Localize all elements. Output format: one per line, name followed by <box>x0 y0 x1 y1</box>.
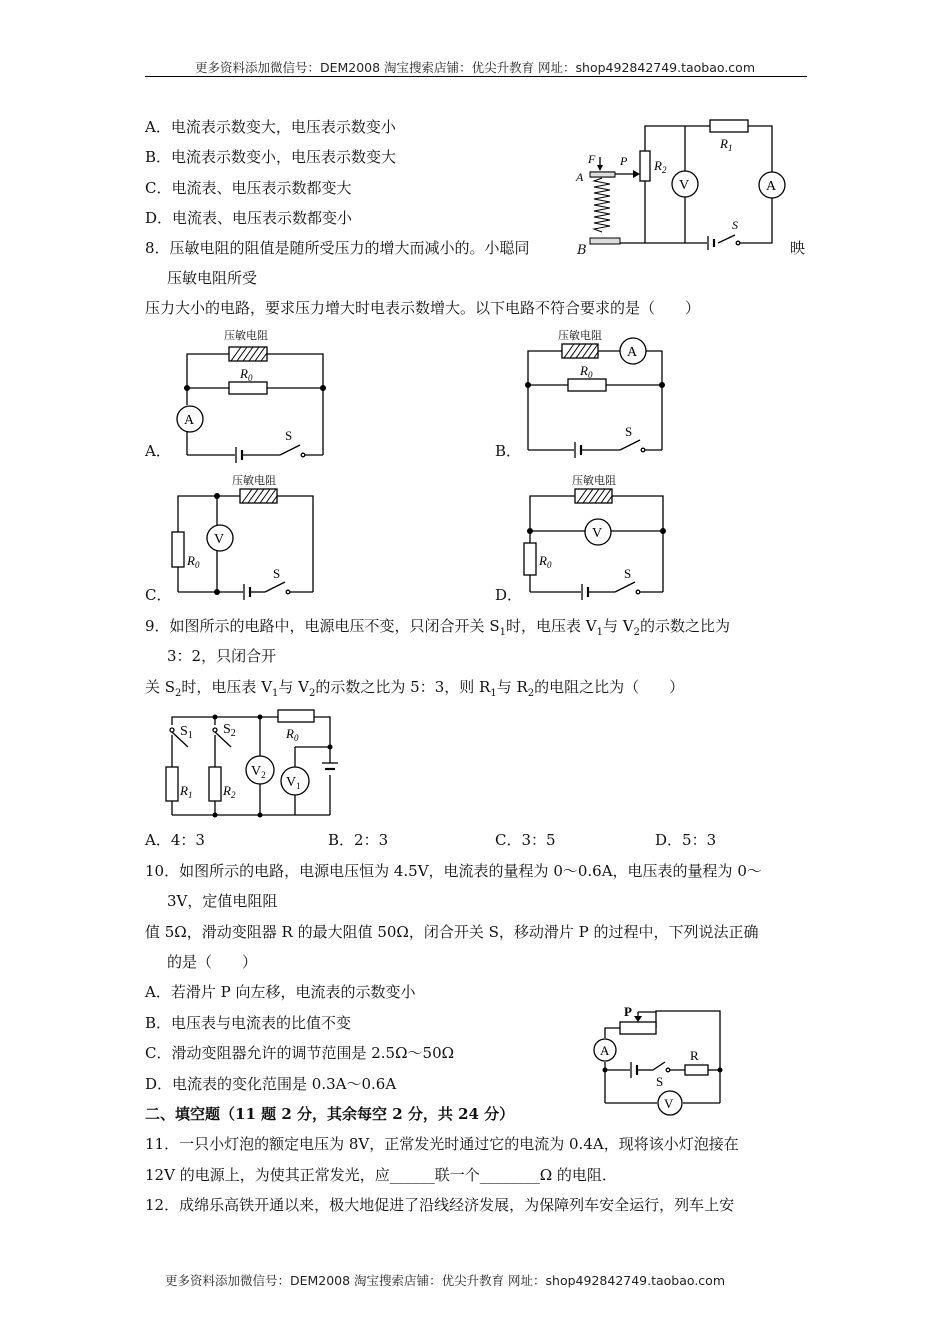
q8-circuit-b <box>510 335 680 455</box>
q8d-r0-label: $R_0$ <box>539 553 552 570</box>
q8-option-a: A． <box>145 442 171 460</box>
q11-line1: 11．一只小灯泡的额定电压为 8V，正常发光时通过它的电流为 0.4A，现将该小灯泡接在 <box>145 1135 739 1153</box>
q8-line2: 压敏电阻所受 <box>167 269 258 287</box>
q10-slider-label: P <box>624 1004 632 1019</box>
q10-voltmeter-label: V <box>664 1096 674 1111</box>
q8d-sensor-caption: 压敏电阻 <box>572 474 616 487</box>
q10-option-a: A．若滑片 P 向左移，电流表的示数变小 <box>145 983 416 1001</box>
q8-line1-end: 映 <box>790 239 806 257</box>
q7-voltmeter-label: V <box>679 178 690 193</box>
q9-line3: 关 $S_2$时，电压表 $V_1$与 $V_2$的示数之比为 5：3，则 $R_1$与 $R_2$的电阻之比为（ ） <box>145 678 685 699</box>
q8c-r0-label: $R_0$ <box>187 553 200 570</box>
q10-resistor-label: R <box>690 1048 699 1063</box>
q9-option-d: D．5：3 <box>655 831 717 849</box>
q7-point-b-label: B <box>577 243 587 258</box>
q10-option-c: C．滑动变阻器允许的调节范围是 2.5Ω～50Ω <box>145 1044 455 1062</box>
q7-option-b: B．电流表示数变小，电压表示数变大 <box>145 148 397 166</box>
q8-line3: 压力大小的电路，要求压力增大时电表示数增大。以下电路不符合要求的是（ ） <box>145 299 701 317</box>
q8-circuit-d <box>515 485 675 600</box>
q7-option-d: D．电流表、电压表示数都变小 <box>145 209 353 227</box>
q10-circuit-diagram <box>590 1004 730 1118</box>
q9-v2-label: $V_2$ <box>251 764 266 780</box>
q8-circuit-a <box>170 340 340 460</box>
q7-option-a: A．电流表示数变大，电压表示数变小 <box>145 118 396 136</box>
q8c-sensor-caption: 压敏电阻 <box>232 474 276 487</box>
q10-option-d: D．电流表的变化范围是 0.3A～0.6A <box>145 1075 397 1093</box>
q8a-sensor-caption: 压敏电阻 <box>224 329 268 342</box>
header-rule <box>145 76 807 77</box>
q8b-ammeter-label: A <box>627 345 638 360</box>
q10-line4: 的是（ ） <box>167 953 258 971</box>
q7-switch-label: S <box>732 218 738 232</box>
q9-line2: 3：2，只闭合开 <box>167 647 277 665</box>
q12-line1: 12．成绵乐高铁开通以来，极大地促进了沿线经济发展，为保障列车安全运行，列车上安 <box>145 1196 735 1214</box>
q9-line1: 9．如图所示的电路中，电源电压不变，只闭合开关 $S_1$时，电压表 $V_1$与 $V_2$的示数之比为 <box>145 617 730 638</box>
q8c-voltmeter-label: V <box>214 532 225 547</box>
q10-line2: 3V，定值电阻阻 <box>167 892 278 910</box>
q10-switch-label: S <box>656 1074 664 1089</box>
q8b-switch-label: S <box>625 424 633 439</box>
q10-line3: 值 5Ω，滑动变阻器 R 的最大阻值 50Ω，闭合开关 S，移动滑片 P 的过程中，下列说法正确 <box>145 923 759 941</box>
q10-ammeter-label: A <box>600 1043 610 1058</box>
q10-line1: 10．如图所示的电路，电源电压恒为 4.5V，电流表的量程为 0～0.6A，电压表的量程为 0～ <box>145 862 762 880</box>
q7-point-a-label: A <box>576 170 584 184</box>
q7-r2-label: $R_2$ <box>654 158 667 175</box>
q8b-sensor-caption: 压敏电阻 <box>558 329 602 342</box>
q7-ammeter-label: A <box>766 179 777 194</box>
q9-circuit-diagram <box>160 705 350 820</box>
q8-option-c: C． <box>145 586 172 604</box>
q10-option-b: B．电压表与电流表的比值不变 <box>145 1014 352 1032</box>
q7-slider-label: P <box>620 154 628 168</box>
q9-option-a: A．4：3 <box>145 831 205 849</box>
q8b-r0-label: $R_0$ <box>580 363 593 380</box>
page-header: 更多资料添加微信号：DEM2008 淘宝搜索店铺：优尖升教育 网址：shop492842749.taobao.com <box>194 60 756 75</box>
q7-r1-label: $R_1$ <box>720 136 733 153</box>
q9-s1-label: $S_1$ <box>180 724 193 741</box>
q9-r0-label: $R_0$ <box>286 726 299 743</box>
q9-v1-label: $V_1$ <box>286 775 301 791</box>
q8a-ammeter-label: A <box>184 413 195 428</box>
q8d-voltmeter-label: V <box>592 526 603 541</box>
q7-force-label: F <box>588 152 596 166</box>
q9-option-c: C．3：5 <box>495 831 556 849</box>
q8-option-b: B． <box>495 442 522 460</box>
q11-line2: 12V 的电源上，为使其正常发光，应______联一个________Ω 的电阻． <box>145 1166 617 1184</box>
section2-title: 二、填空题（11 题 2 分，其余每空 2 分，共 24 分） <box>145 1105 515 1123</box>
q8d-switch-label: S <box>624 566 632 581</box>
q9-r2-label: $R_2$ <box>223 783 236 800</box>
q9-s2-label: $S_2$ <box>223 722 236 739</box>
q8a-r0-label: $R_0$ <box>240 366 253 383</box>
q8c-switch-label: S <box>273 566 281 581</box>
q9-option-b: B．2：3 <box>328 831 389 849</box>
q8-circuit-c <box>165 485 325 600</box>
q8-line1: 8．压敏电阻的阻值是随所受压力的增大而减小的。小聪同 <box>145 239 530 257</box>
page-footer: 更多资料添加微信号：DEM2008 淘宝搜索店铺：优尖升教育 网址：shop492842749.taobao.com <box>164 1273 726 1288</box>
q8-option-d: D． <box>495 586 523 604</box>
q7-circuit-diagram <box>570 115 790 255</box>
q9-r1-label: $R_1$ <box>180 783 193 800</box>
q8a-switch-label: S <box>285 428 293 443</box>
q7-option-c: C．电流表、电压表示数都变大 <box>145 179 352 197</box>
